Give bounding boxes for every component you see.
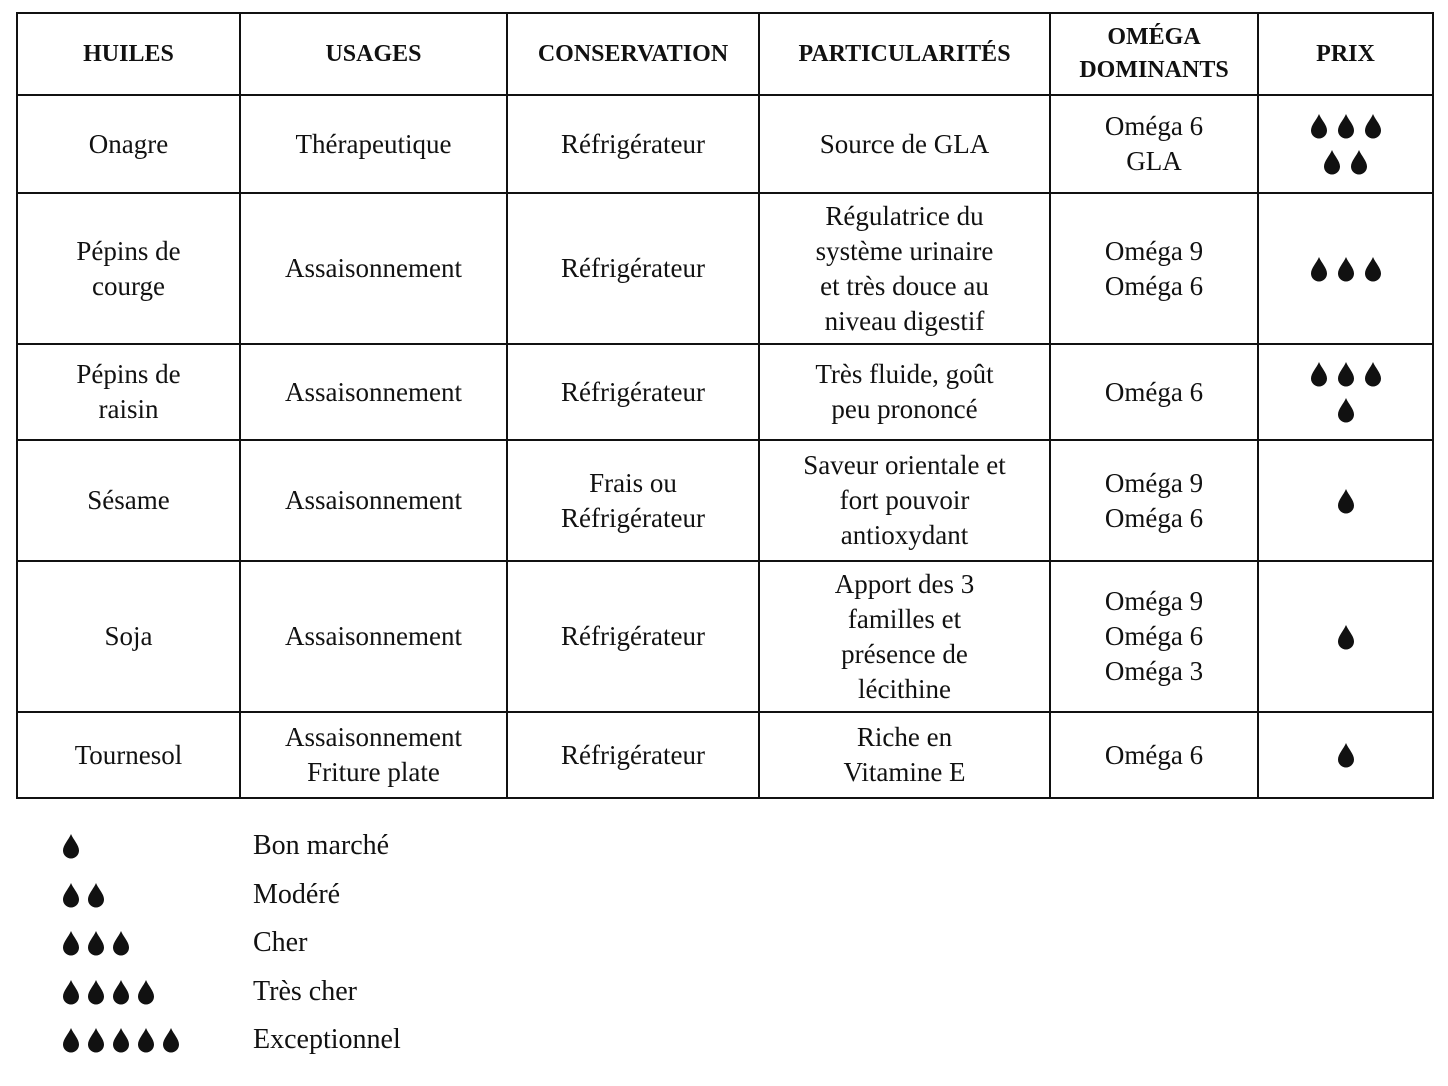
particularites-cell [759, 561, 1050, 712]
oil-drop-icon [85, 930, 107, 956]
oil-drop-icon [1335, 397, 1357, 423]
header-text-line: USAGES [325, 40, 422, 67]
oil-drop-icon [110, 1027, 132, 1053]
particularites-line: et très douce au [820, 270, 989, 301]
omega-line: Oméga 9 [1104, 467, 1204, 498]
conservation-cell [507, 712, 759, 798]
price-drops [1265, 144, 1426, 180]
price-drops [1265, 392, 1426, 428]
table-row [17, 344, 1433, 440]
usage-line: Assaisonnement [285, 376, 462, 407]
legend-item [60, 919, 401, 968]
usage-line: Assaisonnement [285, 485, 462, 515]
legend-item [60, 871, 401, 920]
oil-drop-icon [85, 1027, 107, 1053]
particularites-cell [759, 344, 1050, 440]
oil-drop-icon [60, 1027, 82, 1053]
prix-cell [1258, 561, 1433, 712]
oil-name-cell [17, 344, 240, 440]
oil-drop-icon [1308, 256, 1330, 282]
oil-drop-icon [110, 930, 132, 956]
conservation-line: Frais ou [589, 467, 677, 498]
header-prix [1258, 13, 1433, 95]
legend-item [60, 822, 401, 871]
oil-drop-icon [60, 930, 82, 956]
header-omega-dominants [1050, 13, 1258, 95]
oil-drop-icon [110, 979, 132, 1005]
oil-name-line: raisin [98, 394, 159, 424]
particularites-line: Très fluide, goût [815, 359, 994, 389]
particularites-cell [759, 712, 1050, 798]
header-text-line: PARTICULARITÉS [798, 40, 1011, 67]
legend-drops [60, 979, 253, 1005]
legend-label: Modéré [253, 878, 341, 910]
oil-drop-icon [60, 833, 82, 859]
omega-line: Oméga 9 [1104, 235, 1204, 266]
prix-cell [1258, 712, 1433, 798]
oil-drop-icon [1362, 361, 1384, 387]
particularites-line: peu prononcé [831, 394, 978, 424]
conservation-cell [507, 95, 759, 193]
conservation-cell [507, 344, 759, 440]
conservation-line: Réfrigérateur [561, 128, 705, 159]
omega-line: Oméga 6 [1104, 270, 1204, 301]
oil-name-line: courge [92, 270, 165, 301]
header-usages [240, 13, 507, 95]
particularites-line: Source de GLA [819, 128, 990, 159]
usage-cell [240, 712, 507, 798]
prix-cell [1258, 95, 1433, 193]
oil-drop-icon [1335, 256, 1357, 282]
table-row [17, 561, 1433, 712]
particularites-line: fort pouvoir [839, 485, 970, 515]
conservation-cell [507, 561, 759, 712]
oil-name-line: Tournesol [74, 739, 183, 770]
oil-name-cell [17, 561, 240, 712]
usage-cell [240, 193, 507, 344]
omega-cell [1050, 344, 1258, 440]
table-row [17, 193, 1433, 344]
header-text-line: DOMINANTS [1079, 57, 1229, 83]
legend-drops [60, 833, 253, 859]
legend-label: Bon marché [253, 830, 390, 862]
legend-item [60, 1016, 401, 1065]
prix-cell [1258, 193, 1433, 344]
oil-drop-icon [1348, 149, 1370, 175]
oil-drop-icon [1362, 113, 1384, 139]
oil-drop-icon [85, 979, 107, 1005]
omega-cell [1050, 193, 1258, 344]
oil-drop-icon [1362, 256, 1384, 282]
oil-drop-icon [85, 882, 107, 908]
particularites-line: niveau digestif [824, 305, 985, 336]
particularites-cell [759, 95, 1050, 193]
legend-drops [60, 1027, 253, 1053]
header-particularites [759, 13, 1050, 95]
conservation-cell [507, 193, 759, 344]
omega-line: Oméga 3 [1104, 656, 1204, 686]
oil-drop-icon [1308, 113, 1330, 139]
conservation-line: Réfrigérateur [561, 502, 705, 533]
oil-drop-icon [135, 979, 157, 1005]
omega-line: Oméga 6 [1104, 111, 1204, 141]
usage-line: Thérapeutique [295, 128, 452, 159]
header-text-line: PRIX [1316, 40, 1375, 67]
particularites-line: lécithine [858, 673, 951, 704]
oil-drop-icon [160, 1027, 182, 1053]
particularites-line: familles et [847, 603, 962, 634]
usage-cell [240, 440, 507, 561]
oil-drop-icon [1335, 361, 1357, 387]
header-text-line: OMÉGA [1107, 24, 1201, 50]
oil-name-cell [17, 193, 240, 344]
particularites-line: antioxydant [840, 520, 969, 550]
oil-drop-icon [1335, 742, 1357, 768]
particularites-line: Apport des 3 [834, 568, 975, 599]
legend-label: Très cher [253, 975, 357, 1007]
header-text-line: CONSERVATION [537, 40, 729, 67]
price-drops [1265, 108, 1426, 144]
legend-drops [60, 930, 253, 956]
conservation-line: Réfrigérateur [561, 376, 705, 407]
prix-cell [1258, 440, 1433, 561]
oil-drop-icon [1308, 361, 1330, 387]
oil-drop-icon [1335, 488, 1357, 514]
conservation-cell [507, 440, 759, 561]
oil-name-line: Pépins de [76, 359, 181, 389]
usage-line: Assaisonnement [285, 722, 462, 752]
usage-line: Assaisonnement [285, 621, 462, 651]
oil-drop-icon [60, 882, 82, 908]
oil-name-cell [17, 95, 240, 193]
particularites-line: Régulatrice du [825, 200, 984, 231]
legend-label: Cher [253, 927, 308, 959]
particularites-line: Riche en [856, 722, 953, 752]
price-drops [1265, 737, 1426, 773]
header-huiles [17, 13, 240, 95]
conservation-line: Réfrigérateur [561, 621, 705, 651]
legend-label: Exceptionnel [253, 1024, 401, 1056]
conservation-line: Réfrigérateur [561, 253, 705, 283]
oil-name-line: Soja [104, 621, 153, 651]
usage-cell [240, 561, 507, 712]
omega-line: Oméga 6 [1104, 621, 1204, 651]
oil-drop-icon [1321, 149, 1343, 175]
omega-line: GLA [1126, 146, 1182, 176]
header-text-line: HUILES [83, 40, 174, 67]
price-drops [1265, 356, 1426, 392]
particularites-line: présence de [841, 638, 968, 669]
usage-line: Friture plate [307, 757, 440, 787]
omega-cell [1050, 712, 1258, 798]
oil-drop-icon [1335, 624, 1357, 650]
conservation-line: Réfrigérateur [561, 739, 705, 770]
price-drops [1265, 483, 1426, 519]
omega-cell [1050, 440, 1258, 561]
particularites-cell [759, 193, 1050, 344]
omega-line: Oméga 9 [1104, 586, 1204, 616]
usage-cell [240, 344, 507, 440]
oil-name-line: Sésame [87, 485, 170, 515]
omega-cell [1050, 561, 1258, 712]
header-row [17, 13, 1433, 95]
header-conservation [507, 13, 759, 95]
particularites-cell [759, 440, 1050, 561]
table-row [17, 712, 1433, 798]
oil-drop-icon [135, 1027, 157, 1053]
legend-item [60, 968, 401, 1017]
oil-drop-icon [60, 979, 82, 1005]
omega-cell [1050, 95, 1258, 193]
oil-name-line: Pépins de [76, 235, 181, 266]
oil-comparison-table [16, 12, 1434, 799]
price-legend [60, 822, 401, 1065]
price-drops [1265, 251, 1426, 287]
oil-name-line: Onagre [88, 128, 169, 159]
particularites-line: Vitamine E [843, 757, 966, 787]
price-drops [1265, 619, 1426, 655]
oil-name-cell [17, 440, 240, 561]
omega-line: Oméga 6 [1104, 739, 1204, 770]
oil-drop-icon [1335, 113, 1357, 139]
usage-cell [240, 95, 507, 193]
particularites-line: système urinaire [815, 235, 994, 266]
table-row [17, 95, 1433, 193]
particularites-line: Saveur orientale et [803, 450, 1006, 480]
omega-line: Oméga 6 [1104, 502, 1204, 533]
legend-drops [60, 882, 253, 908]
prix-cell [1258, 344, 1433, 440]
omega-line: Oméga 6 [1104, 376, 1204, 407]
usage-line: Assaisonnement [285, 253, 462, 283]
oil-name-cell [17, 712, 240, 798]
table-row [17, 440, 1433, 561]
